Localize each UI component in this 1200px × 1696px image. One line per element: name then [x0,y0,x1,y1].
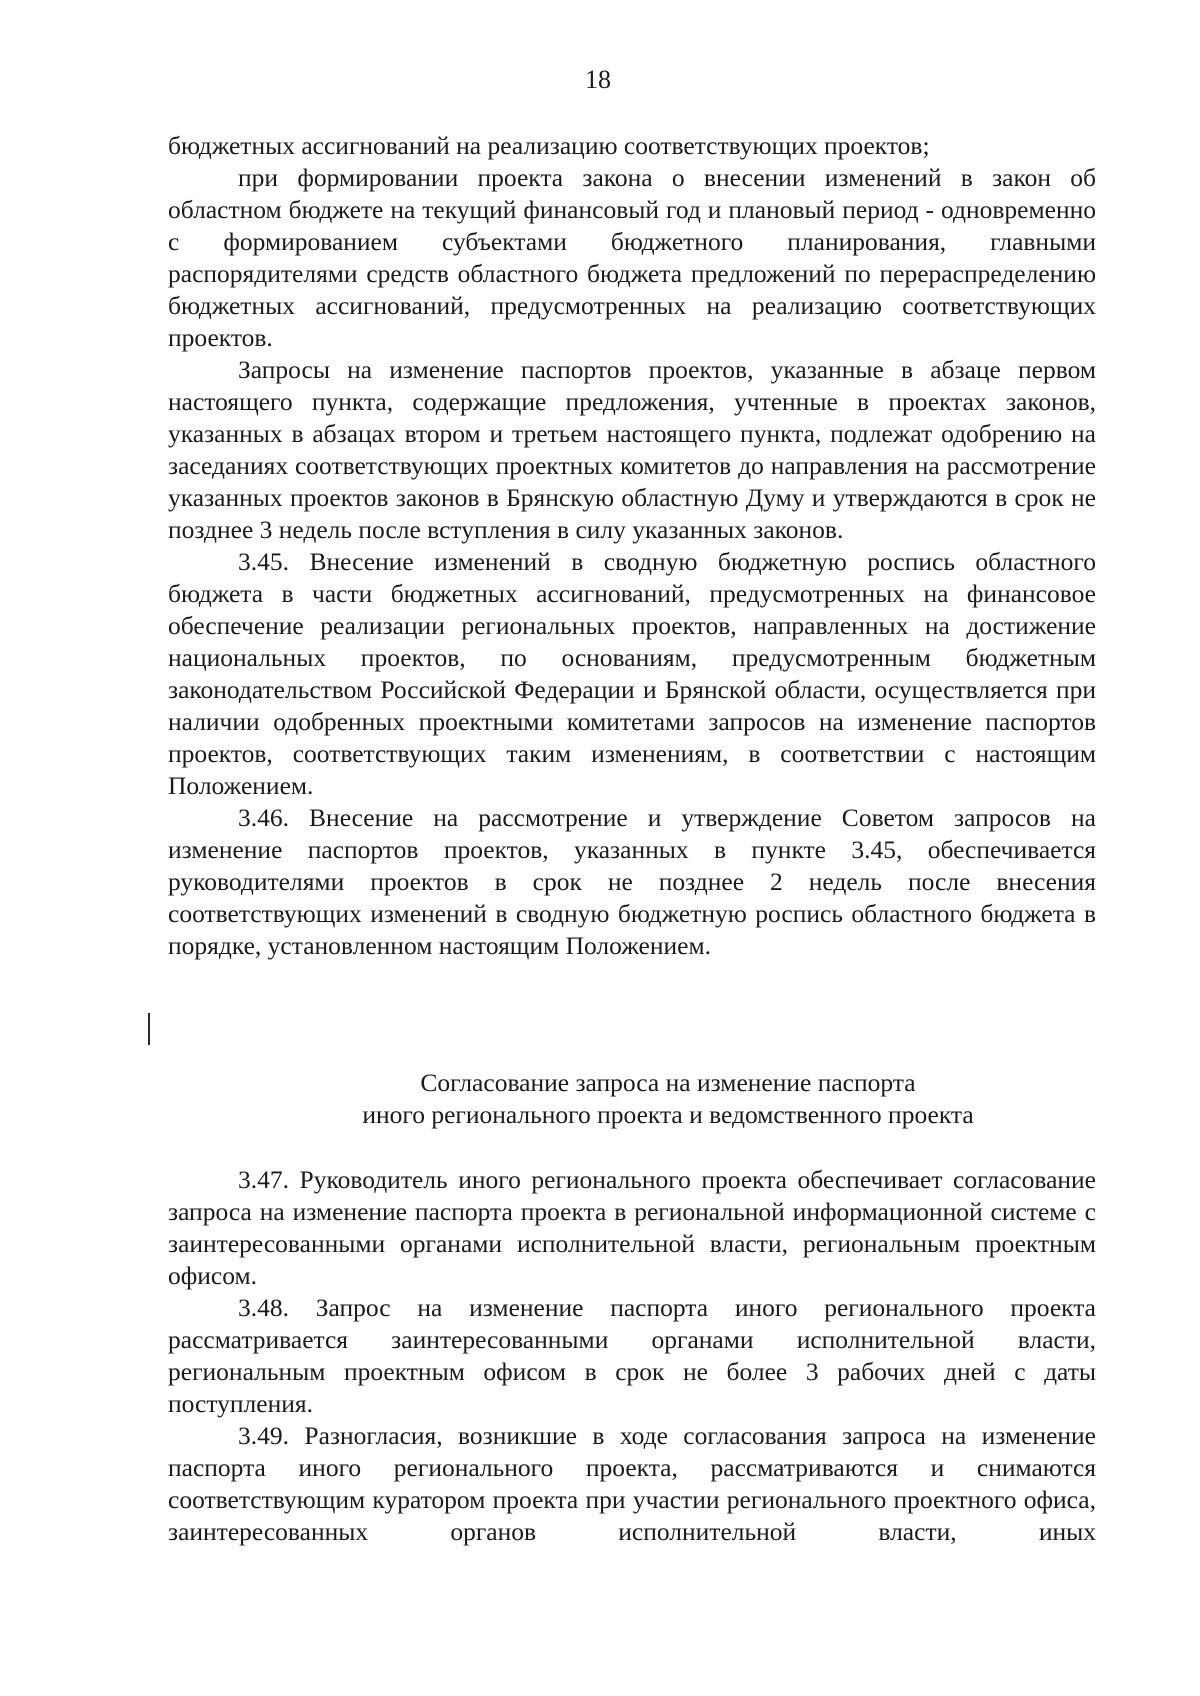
paragraph-continuation: бюджетных ассигнований на реализацию соответствующих проектов; [168,131,930,160]
paragraph-3-46: 3.46. Внесение на рассмотрение и утверждение Советом запросов на изменение паспортов проектов, указанных в пункте 3.45, обеспечивается руководителями проектов в срок не позднее 2 недель после внесения соответствующих изменений в сводную бюджетную роспись областного бюджета в порядке, установленном настоящим Положением. [168,803,1096,960]
body-text-bottom [168,1164,1096,1548]
margin-mark [148,1013,150,1045]
paragraph-3-47: 3.47. Руководитель иного регионального проекта обеспечивает согласование запроса на изменение паспорта проекта в региональной информационной системе с заинтересованными органами исполнительной власти, региональным проектным офисом. [168,1165,1096,1290]
section-heading-line-1: Согласование запроса на изменение паспорта [420,1068,916,1097]
paragraph-3-49: 3.49. Разногласия, возникшие в ходе согласования запроса на изменение паспорта иного регионального проекта, рассматриваются и снимаются соответствующим куратором проекта при участии регионального проектного офиса, заинтересованных органов исполнительной власти, иных [168,1421,1096,1546]
paragraph-3-45: 3.45. Внесение изменений в сводную бюджетную роспись областного бюджета в части бюджетных ассигнований, предусмотренных на финансовое обеспечение реализации региональных проектов, направленных на достижение национальных проектов, по основаниям, предусмотренным бюджетным законодательством Российской Федерации и Брянской области, осуществляется при наличии одобренных проектными комитетами запросов на изменение паспортов проектов, соответствующих таким изменениям, в соответствии с настоящим Положением. [168,547,1096,800]
page-number: 18 [585,65,611,94]
paragraph-3-48: 3.48. Запрос на изменение паспорта иного регионального проекта рассматривается заинтересованными органами исполнительной власти, региональным проектным офисом в срок не более 3 рабочих дней с даты поступления. [168,1293,1096,1418]
paragraph-budget-law: при формировании проекта закона о внесении изменений в закон об областном бюджете на текущий финансовый год и плановый период - одновременно с формированием субъектами бюджетного планирования, главными распорядителями средств областного бюджета предложений по перераспределению бюджетных ассигнований, предусмотренных на реализацию соответствующих проектов. [168,163,1096,352]
section-heading [168,1067,1168,1131]
section-heading-line-2: иного регионального проекта и ведомственного проекта [362,1100,974,1129]
paragraph-requests: Запросы на изменение паспортов проектов, указанные в абзаце первом настоящего пункта, содержащие предложения, учтенные в проектах законов, указанных в абзацах втором и третьем настоящего пункта, подлежат одобрению на заседаниях соответствующих проектных комитетов до направления на рассмотрение указанных проектов законов в Брянскую областную Думу и утверждаются в срок не позднее 3 недель после вступления в силу указанных законов. [168,355,1096,544]
body-text-top [168,130,1096,962]
